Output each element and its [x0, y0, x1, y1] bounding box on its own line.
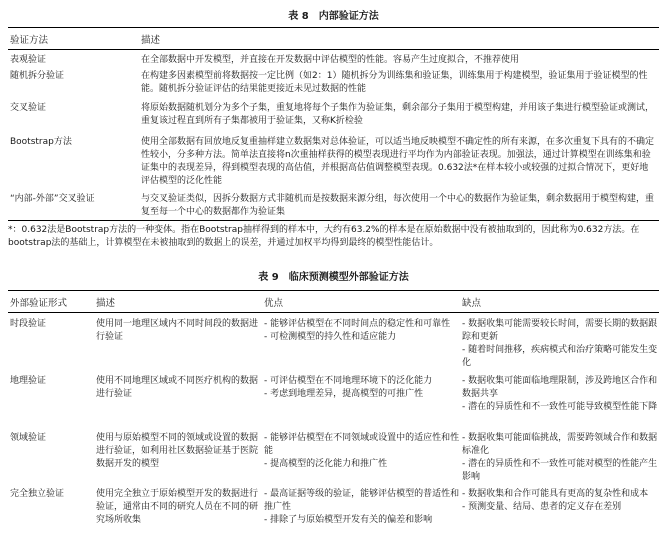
table9-form: 领域验证	[10, 433, 47, 443]
table9-cons	[462, 488, 658, 514]
table9-top-rule	[8, 290, 659, 291]
table8-method: 表观验证	[10, 55, 47, 65]
table8-desc: 与交叉验证类似，因拆分数据方式非随机而是按数据来源分组，每次使用一个中心的数据作为验证集，剩余数据用于模型构建，重复至每一个中心的数据都作为验证集	[141, 194, 655, 217]
table8-method: “内部-外部”交叉验证	[10, 194, 95, 204]
table9-desc: 使用完全独立于原始模型开发的数据进行验证，通常由不同的研究人员在不同的研究场所收集	[96, 489, 259, 525]
table8-method: 随机拆分验证	[10, 71, 65, 81]
table9-con-item: - 数据收集和合作可能具有更高的复杂性和成本	[462, 489, 649, 499]
table9-con-item: - 潜在的异质性和不一致性可能导致模型性能下降	[462, 402, 658, 412]
table9-pro-item: - 最高证据等级的验证，能够评估模型的普适性和推广性	[264, 489, 460, 512]
table8-header-method: 验证方法	[10, 35, 49, 46]
table8-method: 交叉验证	[10, 103, 47, 113]
table9-header-form: 外部验证形式	[10, 298, 68, 309]
table9-form: 完全独立验证	[10, 489, 65, 499]
table8-top-rule	[8, 27, 659, 28]
table9-pros	[264, 375, 460, 401]
table9-pros	[264, 318, 460, 344]
table9-cons	[462, 432, 658, 484]
table9-desc: 使用同一地理区域内不同时间段的数据进行验证	[96, 319, 259, 342]
table9-form: 时段验证	[10, 319, 47, 329]
table9-pro-item: - 提高模型的泛化能力和推广性	[264, 459, 388, 469]
table8-desc: 使用全部数据有回放地反复重抽样建立数据集对总体验证，可以适当地反映模型不确定性的所有来源，在多次重复下具有的不确定性较小，分多种方法。简单法直接将n次重抽样获得的模型表现进行平均作为内部验证表现。加强法，通过计算模型在训练集和验证集中的表现差异，得到模型表现的高估值，并根据高估值调整模型表现。0.632法*在样本较小或较强的过拟合情况下，更好地评估模型的泛化性能	[141, 137, 655, 186]
table9-form: 地理验证	[10, 376, 47, 386]
table9-cons	[462, 375, 658, 414]
table9-header-pros: 优点	[264, 298, 284, 309]
table9-con-item: - 数据收集可能需要较长时间，需要长期的数据跟踪和更新	[462, 319, 658, 342]
table9-title: 表 9 临床预测模型外部验证方法	[258, 272, 409, 283]
table9-header-desc: 描述	[96, 298, 116, 309]
table9-header-rule	[8, 312, 659, 313]
table9-pro-item: - 考虑到地理差异，提高模型的可推广性	[264, 389, 424, 399]
table8-header-rule	[8, 49, 659, 50]
table8-desc: 将原始数据随机划分为多个子集，重复地将每个子集作为验证集，剩余部分子集用于模型构建，并用该子集进行模型验证或测试，重复该过程直到所有子集都被用于验证集，又称K折检验	[141, 103, 655, 126]
table9-pros	[264, 488, 460, 527]
table8-footnote: *：0.632法是Bootstrap方法的一种变体。指在Bootstrap抽样得到的样本中，大约有63.2%的样本是在原始数据中没有被抽取到的，因此称为0.632方法。在bootstrap法的基础上，计算模型在未被抽取到的数据上的误差，并通过加权平均得到最终的模型性能估计。	[8, 225, 640, 248]
table9-pro-item: - 可检测模型的持久性和适应能力	[264, 332, 397, 342]
table9-pros	[264, 432, 460, 471]
table9-header-cons: 缺点	[462, 298, 482, 309]
table8-method: Bootstrap方法	[10, 137, 72, 147]
table9-con-item: - 随着时间推移，疾病模式和治疗策略可能发生变化	[462, 345, 658, 368]
table9-desc: 使用不同地理区域或不同医疗机构的数据进行验证	[96, 376, 259, 399]
table9-con-item: - 预测变量、结局、患者的定义存在差别	[462, 502, 622, 512]
table9-pro-item: - 可评估模型在不同地理环境下的泛化能力	[264, 376, 433, 386]
table8-title: 表 8 内部验证方法	[288, 11, 379, 22]
table9-con-item: - 数据收集可能面临挑战，需要跨领域合作和数据标准化	[462, 433, 658, 456]
table8-desc: 在全部数据中开发模型，并直接在开发数据中评估模型的性能。容易产生过度拟合，不推荐使用	[141, 55, 520, 65]
table9-cons	[462, 318, 658, 370]
table9-con-item: - 潜在的异质性和不一致性可能对模型的性能产生影响	[462, 459, 658, 482]
table9-pro-item: - 排除了与原始模型开发有关的偏差和影响	[264, 515, 433, 525]
table9-pro-item: - 能够评估模型在不同时间点的稳定性和可靠性	[264, 319, 451, 329]
table8-header-desc: 描述	[141, 35, 161, 46]
table9-con-item: - 数据收集可能面临地理限制，涉及跨地区合作和数据共享	[462, 376, 658, 399]
table9-desc: 使用与原始模型不同的领域或设置的数据进行验证，如利用社区数据验证基于医院数据开发的模型	[96, 433, 259, 469]
table9-pro-item: - 能够评估模型在不同领域或设置中的适应性和性能	[264, 433, 460, 456]
table8-desc: 在构建多因素模型前将数据按一定比例（如2：1）随机拆分为训练集和验证集，训练集用于构建模型，验证集用于验证模型的性能。随机拆分验证评估的结果能更接近未见过数据的性能	[141, 71, 648, 94]
table8-bottom-rule	[8, 220, 659, 221]
